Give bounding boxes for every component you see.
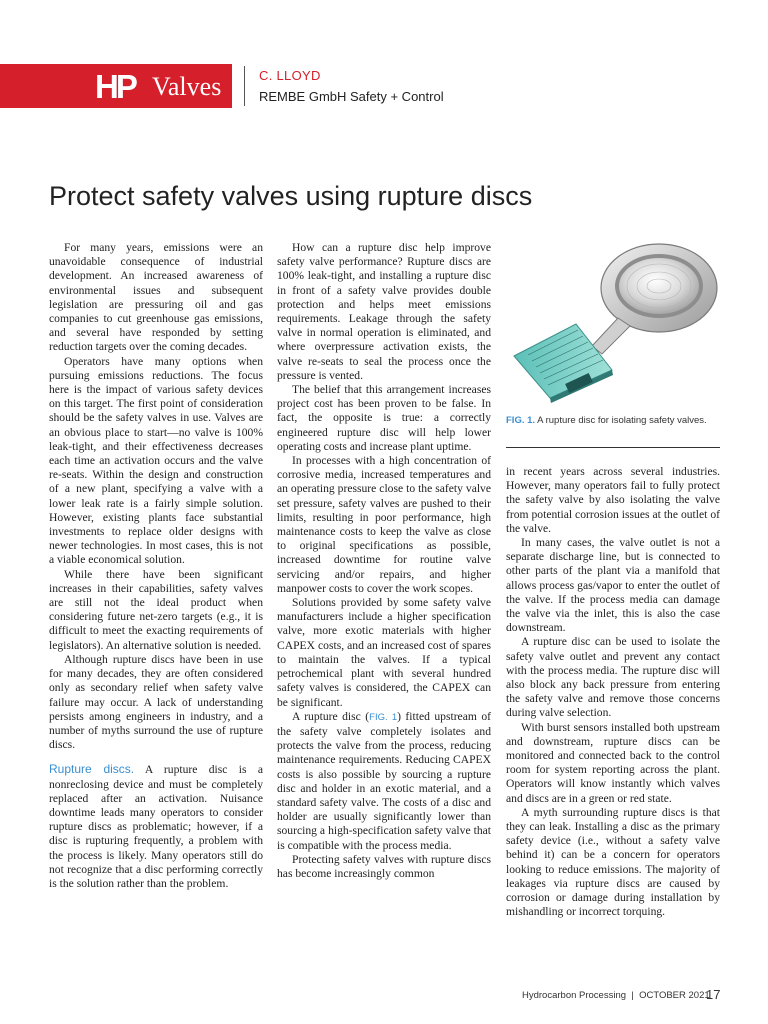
- paragraph: The belief that this arrangement increases project cost has been proven to be false. In fact, the opposite is true: a correctly engineered rupture disc will help lower operating costs and increase plant uptime.: [277, 383, 491, 453]
- paragraph: Operators have many options when pursuing emissions reductions. The focus here is the impact of various safety devices on this target. The first point of consideration should be the safety valves in use. Valves are an obvious place to start—no valve is 100% leak-tight, and their effectiveness decreases each time an activation occurs and the valve re-seats. Within the design and construction of a new plant, specifying a valve with a lower leak rate is a fairly simple solution. However, existing plants face substantial investments to replace older designs with newer technologies. In most cases, this is not a viable economical solution.: [49, 354, 263, 567]
- figure-label: FIG. 1.: [506, 415, 536, 426]
- paragraph: For many years, emissions were an unavoidable consequence of industrial development. An increased awareness of environmental issues and subsequent legislation are pressuring oil and gas companies to cut greenhouse gas emissions, and several have responded by setting reduction targets over the coming decades.: [49, 241, 263, 354]
- article-title: Protect safety valves using rupture discs: [49, 181, 533, 211]
- paragraph: Although rupture discs have been in use for many decades, they are often considered only as secondary relief when safety valve failure may occur. A lack of understanding persists among engineers in industry, and a number of myths surround the use of rupture discs.: [49, 652, 263, 752]
- page-number: 17: [706, 987, 721, 1002]
- paragraph: With burst sensors installed both upstream and downstream, rupture discs can be monitored and connected back to the control room for system reporting across the plant. Operators will know instantly which valves and discs are in a green or red state.: [506, 720, 720, 805]
- caption-rule: [506, 447, 720, 448]
- paragraph: In many cases, the valve outlet is not a separate discharge line, but is connected to other parts of the plant via a manifold that allows process gas/vapor to enter the outlet of the valve. If the process media can damage the valve via the inlet, this is also the case downstream.: [506, 536, 720, 635]
- publication-name: Hydrocarbon Processing: [522, 990, 627, 1001]
- figure-caption: [506, 414, 720, 427]
- issue-date: OCTOBER 2021: [639, 990, 710, 1001]
- footer-separator: |: [631, 990, 634, 1001]
- paragraph-text: ) fitted upstream of the safety valve completely isolates and protects the valve from the process, reducing maintenance requirements. Reducing CAPEX costs is also possible by sourcing a rupture disc and holder in an exotic material, and a standard safety valve. The costs of a disc and holder are usually significantly lower than sourcing a high-specification safety valve that is compatible with the process media.: [277, 709, 491, 852]
- paragraph: Solutions provided by some safety valve manufacturers include a higher specification valve, more exotic materials with higher CAPEX costs, and an increased cost of spares to maintain the valves. If a typical petrochemical plant with several hundred safety valves is considered, the CAPEX can be significant.: [277, 596, 491, 709]
- paragraph-text: A rupture disc (: [292, 709, 370, 723]
- paragraph: A myth surrounding rupture discs is that they can leak. Installing a disc as the primary safety device (i.e., without a safety valve behind it) can be a concern for operators looking to reduce emissions. The majority of leakages via rupture discs are caused by corrosion or damage during installation by mishandling or incorrect torquing.: [506, 805, 720, 919]
- column-1: [49, 241, 263, 891]
- rupture-disc-image: [506, 238, 720, 404]
- author-name: C. LLOYD: [259, 68, 321, 83]
- paragraph: [49, 762, 263, 891]
- paragraph: In processes with a high concentration of corrosive media, increased temperatures and an operating pressure close to the safety valve set pressure, safety valves are pushed to their limits, resulting in poor performance, high maintenance costs to keep the valve as close to original specifications as possible, increased downtime for routine valve servicing and/or repairs, and higher manpower costs to cover the work scopes.: [277, 454, 491, 595]
- paragraph: How can a rupture disc help improve safety valve performance? Rupture discs are 100% leak-tight, and installing a rupture disc in front of a safety valve provides double protection and helps meet emissions requirements. Leakage through the safety valve in normal operation is eliminated, and where overpressure activation exists, the valve re-seats to seal the process once the pressure is vented.: [277, 241, 491, 382]
- hp-logo: HP: [95, 68, 135, 105]
- header-divider: [244, 66, 245, 106]
- paragraph: in recent years across several industries. However, many operators fail to fully protect the safety valve by also isolating the valve from potential corrosion issues at the outlet of the valve.: [506, 465, 720, 535]
- author-affiliation: REMBE GmbH Safety + Control: [259, 89, 444, 104]
- column-2: [277, 241, 491, 881]
- paragraph: Protecting safety valves with rupture discs has become increasingly common: [277, 852, 491, 880]
- paragraph: [277, 710, 491, 853]
- caption-text: A rupture disc for isolating safety valves.: [535, 415, 707, 426]
- paragraph-text: A rupture disc is a nonreclosing device and must be completely replaced after an activation. Nuisance downtime leads many operators to consider rupture discs as problematic; however, if a disc is rupturing frequently, a problem with the process is likely. Many operators still do not recognize that a disc performing correctly is the solution rather than the problem.: [49, 763, 264, 890]
- page-footer: [522, 990, 710, 1001]
- rupture-disc-figure: [506, 238, 720, 404]
- subhead-rupture-discs: Rupture discs.: [49, 762, 135, 777]
- figure-reference-link[interactable]: FIG. 1: [369, 711, 398, 723]
- section-label: Valves: [152, 72, 222, 101]
- paragraph: A rupture disc can be used to isolate the safety valve outlet and prevent any contact with the process media. The rupture disc will also block any back pressure from entering the safety valve and remove those concerns during valve selection.: [506, 635, 720, 720]
- column-3: [506, 465, 720, 920]
- paragraph: While there have been significant increases in their capabilities, safety valves are still not the ideal product when considering future net-zero targets (e.g., it is difficult to meet the exacting requirements of legislators). An alternative solution is needed.: [49, 567, 263, 652]
